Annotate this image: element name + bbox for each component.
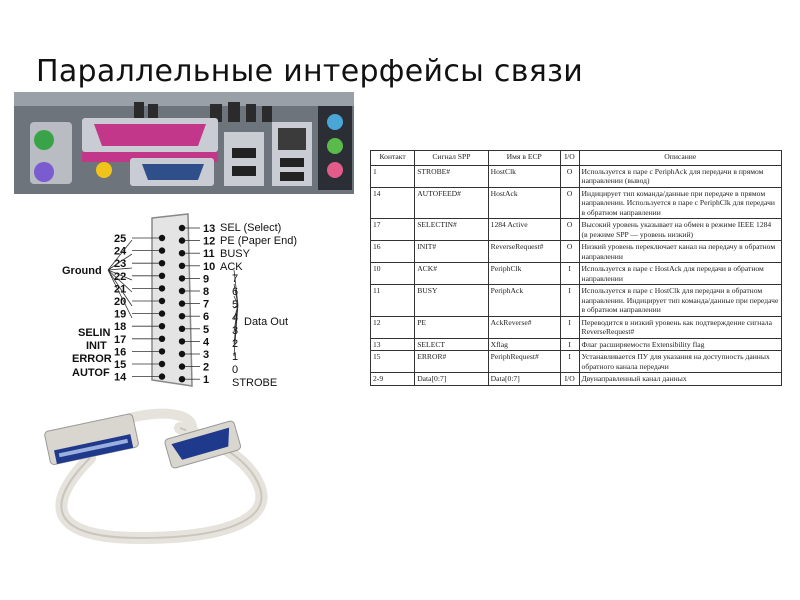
table-row (371, 373, 782, 385)
table-cell-spp: STROBE# (415, 166, 488, 188)
pin-dot (179, 263, 185, 269)
table-cell-pin: 15 (371, 351, 415, 373)
pin-number: 24 (114, 245, 127, 258)
error-label: ERROR (72, 353, 112, 365)
pin-dot (179, 300, 185, 306)
pin-dot (159, 323, 165, 329)
d1-label: 1 (232, 351, 239, 363)
sel-label: SEL (Select) (220, 222, 282, 234)
table-cell-spp: PE (415, 316, 488, 338)
pin-dot (179, 225, 185, 231)
table-cell-pin: 17 (371, 219, 415, 241)
pin-number: 5 (203, 323, 210, 336)
ps2-green-port (34, 130, 54, 150)
table-row (371, 241, 782, 263)
pin-number: 17 (114, 333, 127, 346)
pin-dot (159, 348, 165, 354)
pin-number: 13 (203, 223, 216, 235)
table-row (371, 338, 782, 350)
table-cell-desc: Используется в паре с PeriphAck для передачи в прямом направлении (вывод) (579, 166, 781, 188)
table-row (371, 285, 782, 316)
table-header-row (371, 151, 782, 166)
pin-dot (159, 336, 165, 342)
pin-number: 1 (203, 374, 210, 387)
table-cell-ecp: AckReverse# (488, 316, 560, 338)
table-cell-pin: 11 (371, 285, 415, 316)
d5-label: 5 (232, 299, 239, 311)
table-cell-io: I (560, 351, 579, 373)
pin-dot (159, 373, 165, 379)
autof-label: AUTOF (72, 367, 110, 379)
table-cell-ecp: 1284 Active (488, 219, 560, 241)
audio-pink-jack (327, 162, 343, 178)
audio-blue-jack (327, 114, 343, 130)
table-cell-desc: Низкий уровень переключает канал на передачу в обратном направлении (579, 241, 781, 263)
pin-dot (159, 310, 165, 316)
table-cell-desc: Используется в паре с HostAck для передачи в обратном направлении (579, 263, 781, 285)
pin-dot (179, 275, 185, 281)
pin-number: 6 (203, 311, 210, 324)
table-cell-spp: INIT# (415, 241, 488, 263)
connector-shell (152, 214, 192, 386)
table-cell-desc: Переводится в низкий уровень как подтверждение сигнала ReverseRequest# (579, 316, 781, 338)
table-cell-ecp: ReverseRequest# (488, 241, 560, 263)
parallel-cable-photo (30, 398, 290, 548)
pin-number: 25 (114, 233, 127, 245)
table-cell-pin: 13 (371, 338, 415, 350)
table-cell-desc: Устанавливается ПУ для указания на доступность данных обратного канала передачи (579, 351, 781, 373)
pin-dot (159, 260, 165, 266)
table-cell-io: O (560, 241, 579, 263)
d4-label: 4 (232, 312, 239, 324)
table-cell-pin: 16 (371, 241, 415, 263)
pin-dot (159, 273, 165, 279)
table-cell-spp: AUTOFEED# (415, 187, 488, 218)
signal-table (370, 150, 782, 386)
pin-dot (179, 351, 185, 357)
selin-label: SELIN (78, 327, 111, 339)
pin-dot (179, 338, 185, 344)
pin-number: 7 (203, 298, 210, 311)
ps2-purple-port (34, 162, 54, 182)
pin-number: 4 (203, 336, 210, 349)
pin-dot (159, 235, 165, 241)
table-cell-io: O (560, 187, 579, 218)
pin-number: 19 (114, 308, 127, 321)
db25-parallel-port (94, 124, 206, 146)
d7-label: 7 (232, 273, 239, 285)
table-cell-pin: 14 (371, 187, 415, 218)
pin-dot (179, 326, 185, 332)
yellow-jack (96, 162, 112, 178)
pin-dot (179, 313, 185, 319)
table-cell-ecp: Data[0:7] (488, 373, 560, 385)
pin-dot (179, 250, 185, 256)
table-cell-ecp: HostAck (488, 187, 560, 218)
pe-label: PE (Paper End) (220, 235, 298, 247)
ground-label: Ground (62, 265, 102, 277)
table-cell-desc: Высокий уровень указывает на обмен в режиме IEEE 1284 (в режиме SPP — уровень низкий) (579, 219, 781, 241)
pin-number: 15 (114, 359, 127, 371)
table-cell-ecp: PeriphClk (488, 263, 560, 285)
pin-dot (159, 285, 165, 291)
table-cell-desc: Индицирует тип команда/данные при передаче в прямом направлении. Используется в паре с PeriphClk для передачи в обратном направлении (579, 187, 781, 218)
table-cell-spp: SELECTIN# (415, 219, 488, 241)
table-cell-io: O (560, 166, 579, 188)
table-cell-ecp: Xflag (488, 338, 560, 350)
pin-number: 3 (203, 349, 210, 361)
d2-label: 2 (232, 338, 239, 350)
pin-number: 20 (114, 296, 127, 308)
table-row (371, 219, 782, 241)
pin-dot (159, 298, 165, 304)
page-title: Параллельные интерфейсы связи (36, 54, 584, 89)
d3-label: 3 (232, 325, 239, 337)
pin-number: 10 (203, 260, 216, 273)
pin-dot (159, 247, 165, 253)
pin-number: 21 (114, 283, 127, 296)
table-row (371, 316, 782, 338)
init-label: INIT (86, 340, 107, 352)
table-cell-io: O (560, 219, 579, 241)
strobe-label: STROBE (232, 377, 278, 389)
lan-port (278, 128, 306, 150)
table-cell-io: I (560, 263, 579, 285)
pin-number: 14 (114, 371, 127, 384)
table-cell-ecp: PeriphRequest# (488, 351, 560, 373)
table-cell-pin: 1 (371, 166, 415, 188)
table-cell-io: I (560, 316, 579, 338)
d6-label: 6 (232, 286, 239, 298)
table-cell-spp: Data[0:7] (415, 373, 488, 385)
table-cell-io: I/O (560, 373, 579, 385)
header-description: Описание (579, 151, 781, 166)
pin-number: 2 (203, 361, 210, 374)
header-ecp: Имя в ECP (488, 151, 560, 166)
table-cell-desc: Двунаправленный канал данных (579, 373, 781, 385)
table-row (371, 187, 782, 218)
table-cell-pin: 12 (371, 316, 415, 338)
pin-dot (159, 361, 165, 367)
header-contact: Контакт (371, 151, 415, 166)
d0-label: 0 (232, 364, 239, 376)
table-cell-desc: Флаг расширяемости Extensibility flag (579, 338, 781, 350)
header-spp: Сигнал SPP (415, 151, 488, 166)
pin-number: 16 (114, 346, 127, 359)
db9-serial-port (142, 164, 204, 180)
data-out-label: Data Out (244, 316, 289, 328)
table-cell-pin: 2-9 (371, 373, 415, 385)
table-cell-io: I (560, 338, 579, 350)
pin-dot (179, 363, 185, 369)
pin-number: 18 (114, 321, 127, 334)
db25-pinout-diagram (58, 210, 308, 390)
table-cell-spp: BUSY (415, 285, 488, 316)
pin-number: 23 (114, 258, 127, 271)
ack-label: ACK (220, 261, 243, 273)
table-cell-spp: ERROR# (415, 351, 488, 373)
table-cell-ecp: HostClk (488, 166, 560, 188)
table-cell-io: I (560, 285, 579, 316)
table-cell-desc: Используется в паре с HostClk для передачи в обратном направлении. Индицирует тип команда/данные при передаче в обратном направлении (579, 285, 781, 316)
pin-dot (179, 237, 185, 243)
pin-number: 12 (203, 235, 216, 248)
pin-number: 8 (203, 286, 210, 298)
table-cell-spp: ACK# (415, 263, 488, 285)
pin-number: 22 (114, 270, 127, 283)
table-cell-spp: SELECT (415, 338, 488, 350)
header-io: I/O (560, 151, 579, 166)
pin-number: 9 (203, 273, 210, 286)
table-cell-ecp: PeriphAck (488, 285, 560, 316)
table-row (371, 351, 782, 373)
table-row (371, 263, 782, 285)
audio-green-jack (327, 138, 343, 154)
motherboard-ports-photo (14, 92, 354, 194)
busy-label: BUSY (220, 248, 250, 260)
pin-dot (179, 376, 185, 382)
pin-dot (179, 288, 185, 294)
table-row (371, 166, 782, 188)
pin-number: 11 (203, 248, 215, 261)
table-cell-pin: 10 (371, 263, 415, 285)
